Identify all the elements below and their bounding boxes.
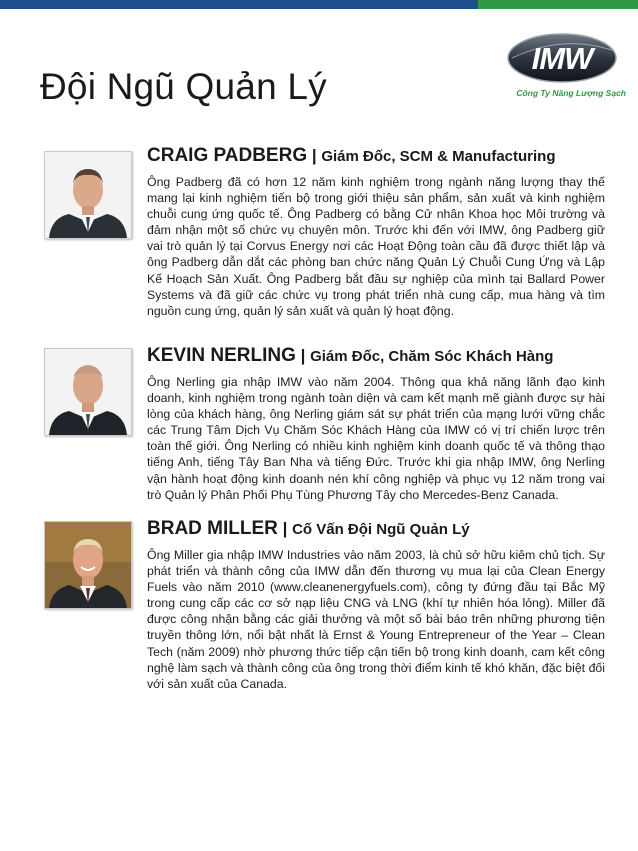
member-content: [147, 345, 605, 503]
member-role: Cố Vấn Đội Ngũ Quản Lý: [292, 521, 470, 538]
top-bar-green-segment: [478, 0, 638, 9]
member-bio: Ông Padberg đã có hơn 12 năm kinh nghiệm trong ngành năng lượng thay thế mang lại kinh nghiệm tiến bộ trong giới thiệu sản phẩm, sản xuất và kinh nghiệm chuỗi cung ứng quốc tế. Ông Padberg có bằng Cử nhân Khoa học Môi trường và đảm nhận một số chức vụ chuyên môn. Trước khi đến với IMW, ông Padberg giữ vai trò quản lý tại Corvus Energy nơi các Hoạt Động toàn cầu đã được thiết lập và ông Padberg dẫn dắt các phòng ban chức năng Quản Lý Chuỗi Cung Ứng và Lập Kế Hoạch Sản Xuất. Ông Padberg bắt đầu sự nghiệp của mình tại Ballard Power Systems và đã giữ các chức vụ trong phát triển nhà cung cấp, mua hàng và tìm nguồn cung ứng, quản lý sản xuất và quản lý hoạt động.: [147, 175, 605, 318]
heading-separator: |: [295, 346, 311, 365]
logo-tagline: Công Ty Năng Lượng Sạch: [516, 88, 626, 98]
member-bio: Ông Miller gia nhập IMW Industries vào năm 2003, là chủ sở hữu kiêm chủ tịch. Sự phát triển và thành công của IMW dẫn đến thương vụ mua lại của Clean Energy Fuels vào năm 2010 (www.cleanenergyfuels.com), công ty đứng đầu tại Bắc Mỹ trong cung cấp các cơ sở nạp liệu CNG và LNG (khí tự nhiên hóa lỏng). Miller đã được công nhận bằng các giải thưởng và một số bài báo trên những phương tiện truyền thông lớn, nổi bật nhất là Ernst & Young Entrepreneur of the Year – Clean Tech (năm 2009) nhờ phương thức tiếp cận tiến bộ trong kinh doanh, cam kết công nghệ làm sạch và thành công của ông trong thời điểm kinh tế khó khăn, đặc biệt đối với sản xuất của Canada.: [147, 548, 605, 691]
svg-text:IMW: IMW: [531, 41, 593, 76]
top-bar-blue-segment: [0, 0, 478, 9]
member-heading: [147, 145, 605, 167]
portrait-photo: [44, 348, 132, 436]
member-name: CRAIG PADBERG: [147, 145, 308, 166]
member-role: Giám Đốc, SCM & Manufacturing: [321, 148, 556, 165]
portrait-photo: [44, 521, 132, 609]
member-content: [147, 145, 605, 319]
member-heading: [147, 518, 605, 540]
member-bio: Ông Nerling gia nhập IMW vào năm 2004. Thông qua khả năng lãnh đạo kinh doanh, kinh nghiệm trong ngành toàn diện và cam kết mạnh mẽ giành được sự hài lòng của khách hàng, ông Nerling giám sát sự phát triển của mạng lưới vững chắc các Trung Tâm Dịch Vụ Chăm Sóc Khách Hàng của IMW có vị trí chiến lược trên toàn thế giới. Ông Nerling có nhiều kinh nghiệm kinh doanh quốc tế và thông thạo tiếng Anh, tiếng Tây Ban Nha và tiếng Đức. Trước khi gia nhập IMW, ông Nerling vận hành hoạt động kinh doanh nén khí công nghiệp và phục vụ 12 năm trong vai trò Quản lý Phân Phối Phụ Tùng Phương Tây cho Mercedes-Benz Canada.: [147, 375, 605, 502]
member-heading: [147, 345, 605, 367]
member-name: KEVIN NERLING: [147, 345, 296, 366]
member-role: Giám Đốc, Chăm Sóc Khách Hàng: [310, 348, 554, 365]
member-content: [147, 518, 605, 692]
heading-separator: |: [307, 146, 322, 165]
portrait-photo: [44, 151, 132, 239]
page-title: Đội Ngũ Quản Lý: [40, 66, 327, 107]
top-color-bar: [0, 0, 638, 9]
heading-separator: |: [277, 519, 293, 538]
member-name: BRAD MILLER: [147, 518, 278, 539]
